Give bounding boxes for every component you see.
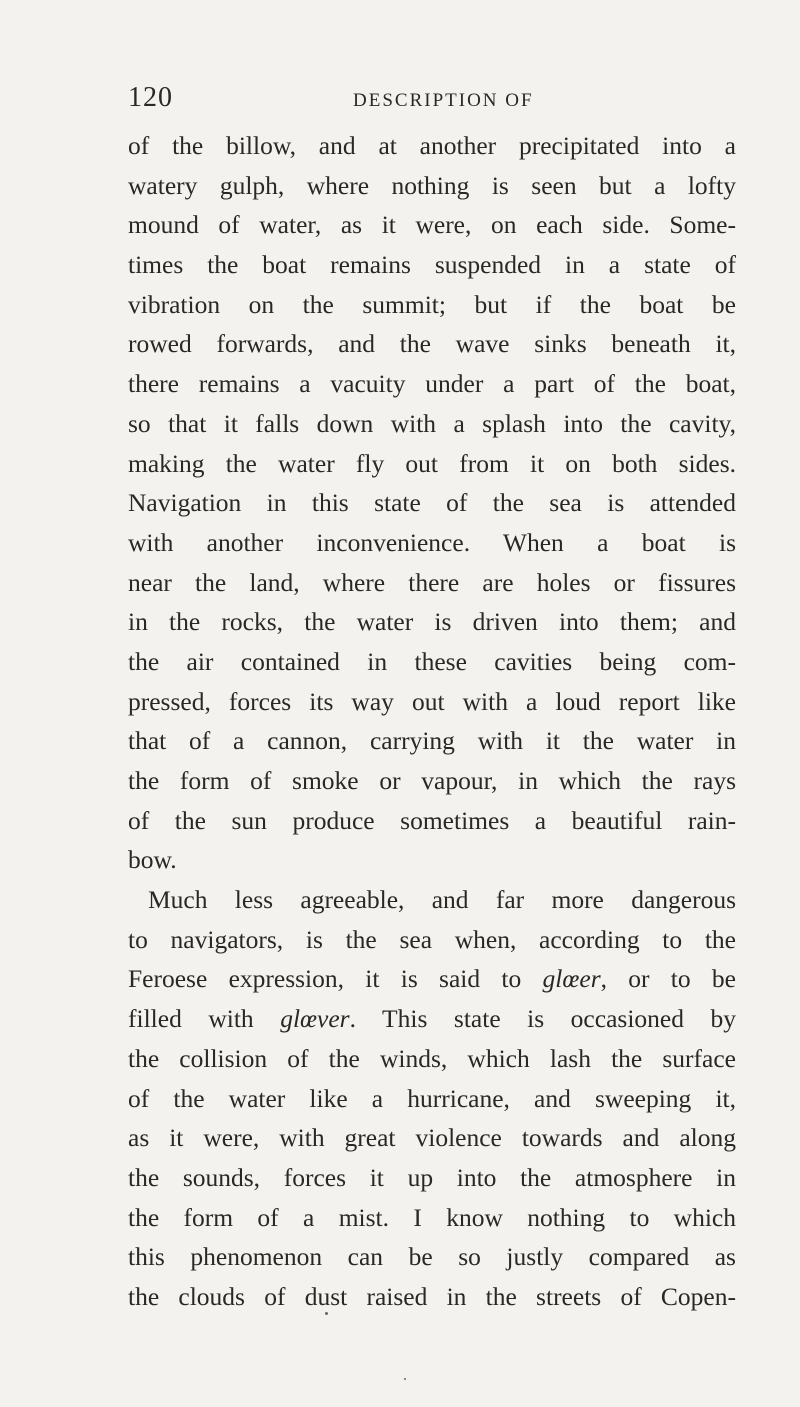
text-line: with another inconvenience. When a boat is xyxy=(128,527,736,557)
text-line: Navigation in this state of the sea is attended xyxy=(128,488,736,518)
text-line: the form of a mist. I know nothing to which xyxy=(128,1202,736,1232)
text-line: making the water fly out from it on both sides. xyxy=(128,448,736,478)
text-line-with-italic xyxy=(128,999,736,1039)
running-head xyxy=(128,82,688,122)
ink-speck xyxy=(325,1312,328,1315)
running-title: DESCRIPTION OF xyxy=(353,90,534,111)
italic-term: glœver xyxy=(280,1004,350,1034)
text-fragment: . This state is occasioned by xyxy=(349,1004,736,1034)
paragraph-start-line: Much less agreeable, and far more dangerous xyxy=(148,885,736,915)
text-line: so that it falls down with a splash into the cavity, xyxy=(128,408,736,438)
text-line: the clouds of dust raised in the streets of Copen- xyxy=(128,1281,736,1311)
body-text xyxy=(128,126,736,1317)
text-line: of the billow, and at another precipitated into a xyxy=(128,131,736,160)
text-fragment: , or to be xyxy=(600,964,736,994)
text-line: the form of smoke or vapour, in which the rays xyxy=(128,766,736,795)
text-fragment: Feroese expression, it is said to xyxy=(128,964,543,994)
text-line: pressed, forces its way out with a loud report like xyxy=(128,686,736,716)
text-line-with-italic xyxy=(128,959,736,999)
text-line: as it were, with great violence towards and along xyxy=(128,1123,736,1153)
text-line: in the rocks, the water is driven into them; and xyxy=(128,607,736,637)
text-line: near the land, where there are holes or fissures xyxy=(128,567,736,597)
italic-term: glœer xyxy=(542,964,601,994)
text-line: of the water like a hurricane, and sweeping it, xyxy=(128,1083,736,1113)
text-line: this phenomenon can be so justly compared as xyxy=(128,1242,736,1272)
text-line: vibration on the summit; but if the boat be xyxy=(128,289,736,319)
page-number: 120 xyxy=(128,82,173,113)
text-line: the air contained in these cavities being com- xyxy=(128,646,736,676)
text-line: the collision of the winds, which lash the surface xyxy=(128,1043,736,1073)
text-line: there remains a vacuity under a part of the boat, xyxy=(128,369,736,399)
text-fragment: filled with xyxy=(128,1004,281,1034)
text-line: to navigators, is the sea when, according to the xyxy=(128,924,736,954)
text-line: rowed forwards, and the wave sinks beneath it, xyxy=(128,329,736,359)
text-line: times the boat remains suspended in a state of xyxy=(128,250,736,280)
text-line: of the sun produce sometimes a beautiful rain- xyxy=(128,805,736,835)
text-line: the sounds, forces it up into the atmosphere in xyxy=(128,1162,736,1192)
text-line: watery gulph, where nothing is seen but a lofty xyxy=(128,170,736,200)
ink-speck xyxy=(404,1378,406,1380)
paragraph-end-line: bow. xyxy=(128,845,177,875)
text-line: mound of water, as it were, on each side. Some- xyxy=(128,210,736,240)
text-line: that of a cannon, carrying with it the water in xyxy=(128,726,736,756)
